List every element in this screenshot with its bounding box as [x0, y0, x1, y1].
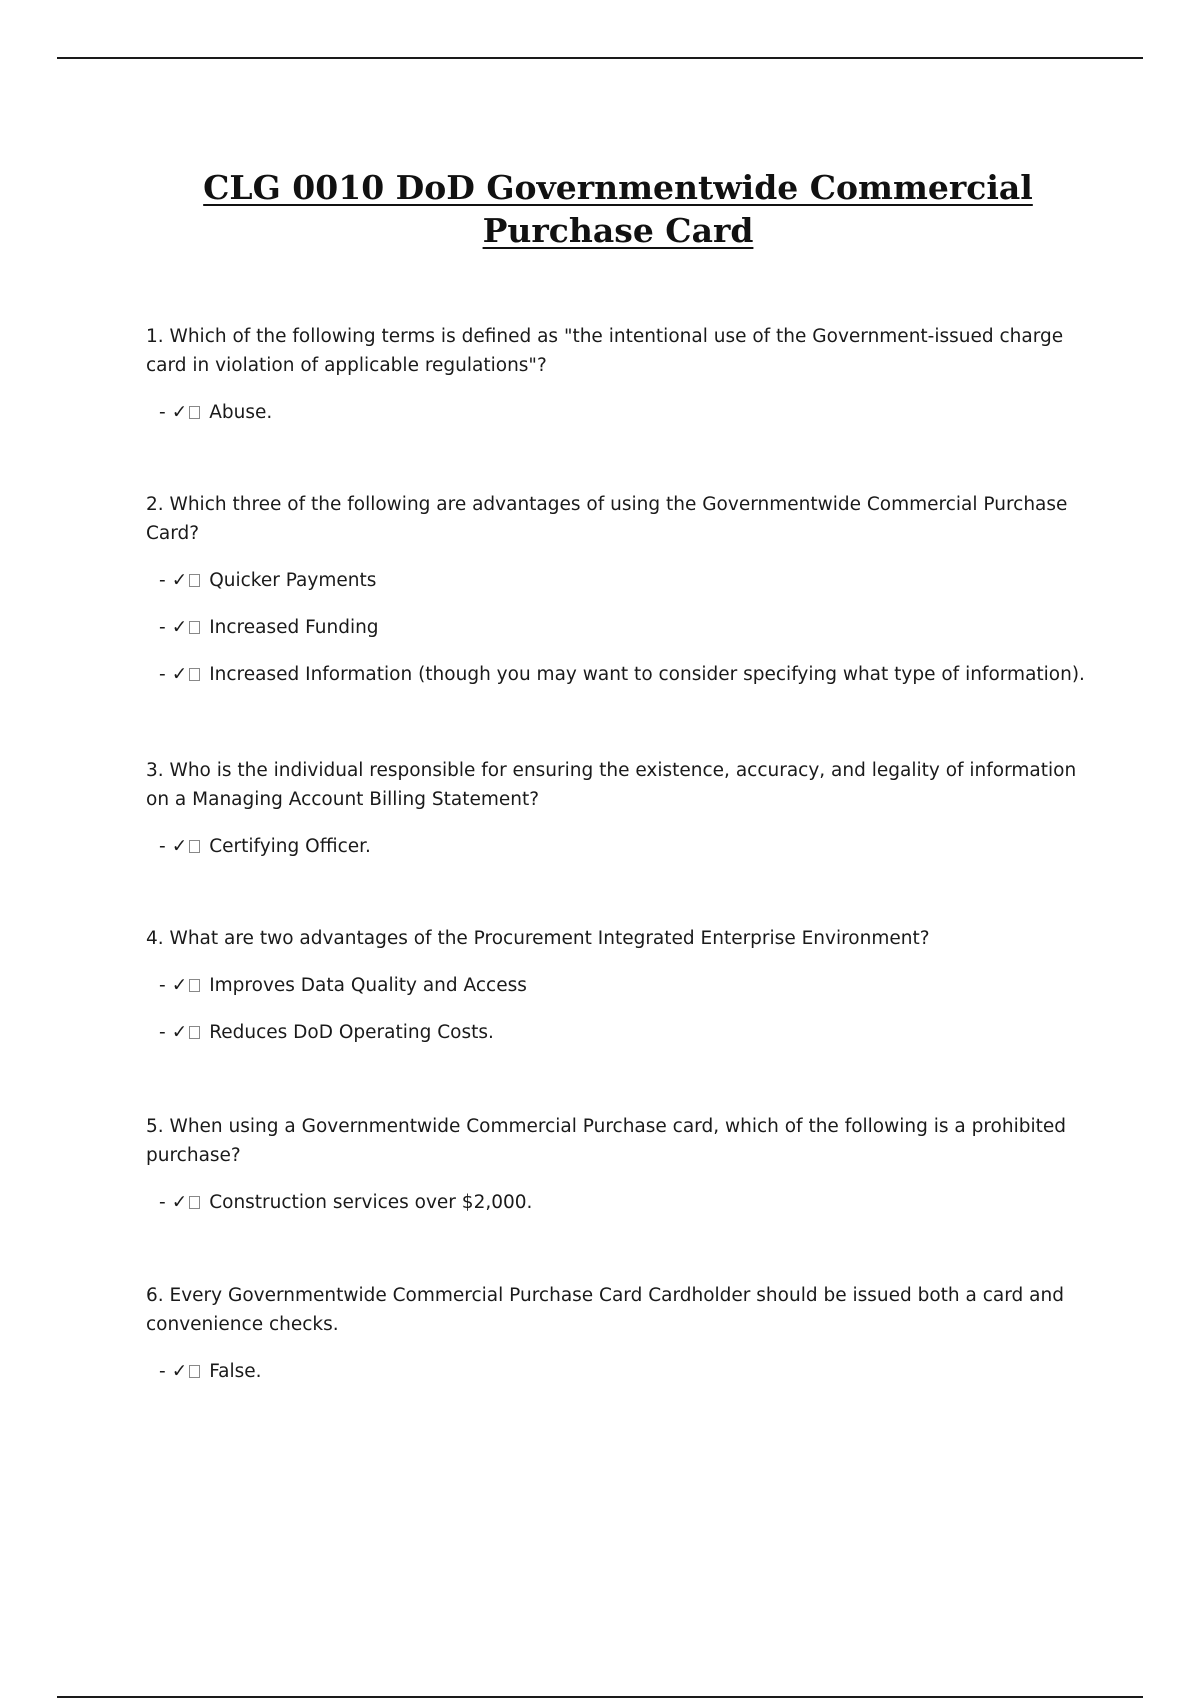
checkbox-icon — [189, 979, 200, 992]
question-block-1 — [146, 322, 1098, 427]
checkbox-icon — [189, 406, 200, 419]
checkmark-icon: ✓ — [171, 664, 188, 685]
answer-item: - ✓ Increased Information (though you may want to consider specifying what type of information). — [159, 664, 1085, 685]
checkbox-icon — [189, 1196, 200, 1209]
answer-text: Certifying Officer. — [209, 836, 371, 857]
answer-list — [146, 1357, 1098, 1386]
answer-text: Reduces DoD Operating Costs. — [209, 1022, 494, 1043]
question-text: 1. Which of the following terms is defined as "the intentional use of the Government-issued charge card in violation of applicable regulations"? — [146, 326, 1064, 376]
checkbox-icon — [189, 621, 200, 634]
question-text: 3. Who is the individual responsible for ensuring the existence, accuracy, and legality of information on a Managing Account Billing Statement? — [146, 760, 1077, 810]
question-block-3 — [146, 756, 1098, 861]
answer-item: - ✓ Quicker Payments — [159, 570, 377, 591]
answer-list — [146, 971, 1098, 1047]
top-rule — [57, 57, 1143, 59]
answer-item: - ✓ Improves Data Quality and Access — [159, 975, 527, 996]
checkbox-icon — [189, 840, 200, 853]
checkmark-icon: ✓ — [171, 975, 188, 996]
answer-list — [146, 566, 1098, 689]
answer-text: Improves Data Quality and Access — [209, 975, 527, 996]
checkmark-icon: ✓ — [171, 1022, 188, 1043]
checkmark-icon: ✓ — [171, 617, 188, 638]
answer-text: Increased Information (though you may want to consider specifying what type of information). — [209, 664, 1085, 685]
answer-text: Construction services over $2,000. — [209, 1192, 533, 1213]
checkbox-icon — [189, 1365, 200, 1378]
answer-item: - ✓ Certifying Officer. — [159, 836, 371, 857]
question-text: 6. Every Governmentwide Commercial Purchase Card Cardholder should be issued both a card and convenience checks. — [146, 1285, 1064, 1335]
answer-text: Abuse. — [209, 402, 273, 423]
question-block-6 — [146, 1281, 1098, 1386]
answer-list — [146, 398, 1098, 427]
checkmark-icon: ✓ — [171, 402, 188, 423]
answer-list — [146, 1188, 1098, 1217]
answer-item: - ✓ Abuse. — [159, 402, 273, 423]
checkbox-icon — [189, 668, 200, 681]
question-block-4 — [146, 924, 1098, 1047]
answer-item: - ✓ False. — [159, 1361, 262, 1382]
answer-text: Quicker Payments — [209, 570, 377, 591]
question-text: 4. What are two advantages of the Procurement Integrated Enterprise Environment? — [146, 928, 930, 949]
answer-text: False. — [209, 1361, 262, 1382]
page-title: CLG 0010 DoD Governmentwide Commercial Purchase Card — [203, 168, 1033, 250]
checkbox-icon — [189, 574, 200, 587]
checkmark-icon: ✓ — [171, 1361, 188, 1382]
question-block-5 — [146, 1112, 1098, 1217]
answer-item: - ✓ Increased Funding — [159, 617, 379, 638]
answer-list — [146, 832, 1098, 861]
answer-text: Increased Funding — [209, 617, 379, 638]
checkmark-icon: ✓ — [171, 836, 188, 857]
checkmark-icon: ✓ — [171, 570, 188, 591]
answer-item: - ✓ Construction services over $2,000. — [159, 1192, 533, 1213]
checkbox-icon — [189, 1026, 200, 1039]
question-text: 2. Which three of the following are advantages of using the Governmentwide Commercial Purchase Card? — [146, 494, 1068, 544]
bottom-rule — [57, 1696, 1143, 1698]
question-block-2 — [146, 490, 1098, 689]
checkmark-icon: ✓ — [171, 1192, 188, 1213]
question-text: 5. When using a Governmentwide Commercial Purchase card, which of the following is a prohibited purchase? — [146, 1116, 1067, 1166]
answer-item: - ✓ Reduces DoD Operating Costs. — [159, 1022, 494, 1043]
